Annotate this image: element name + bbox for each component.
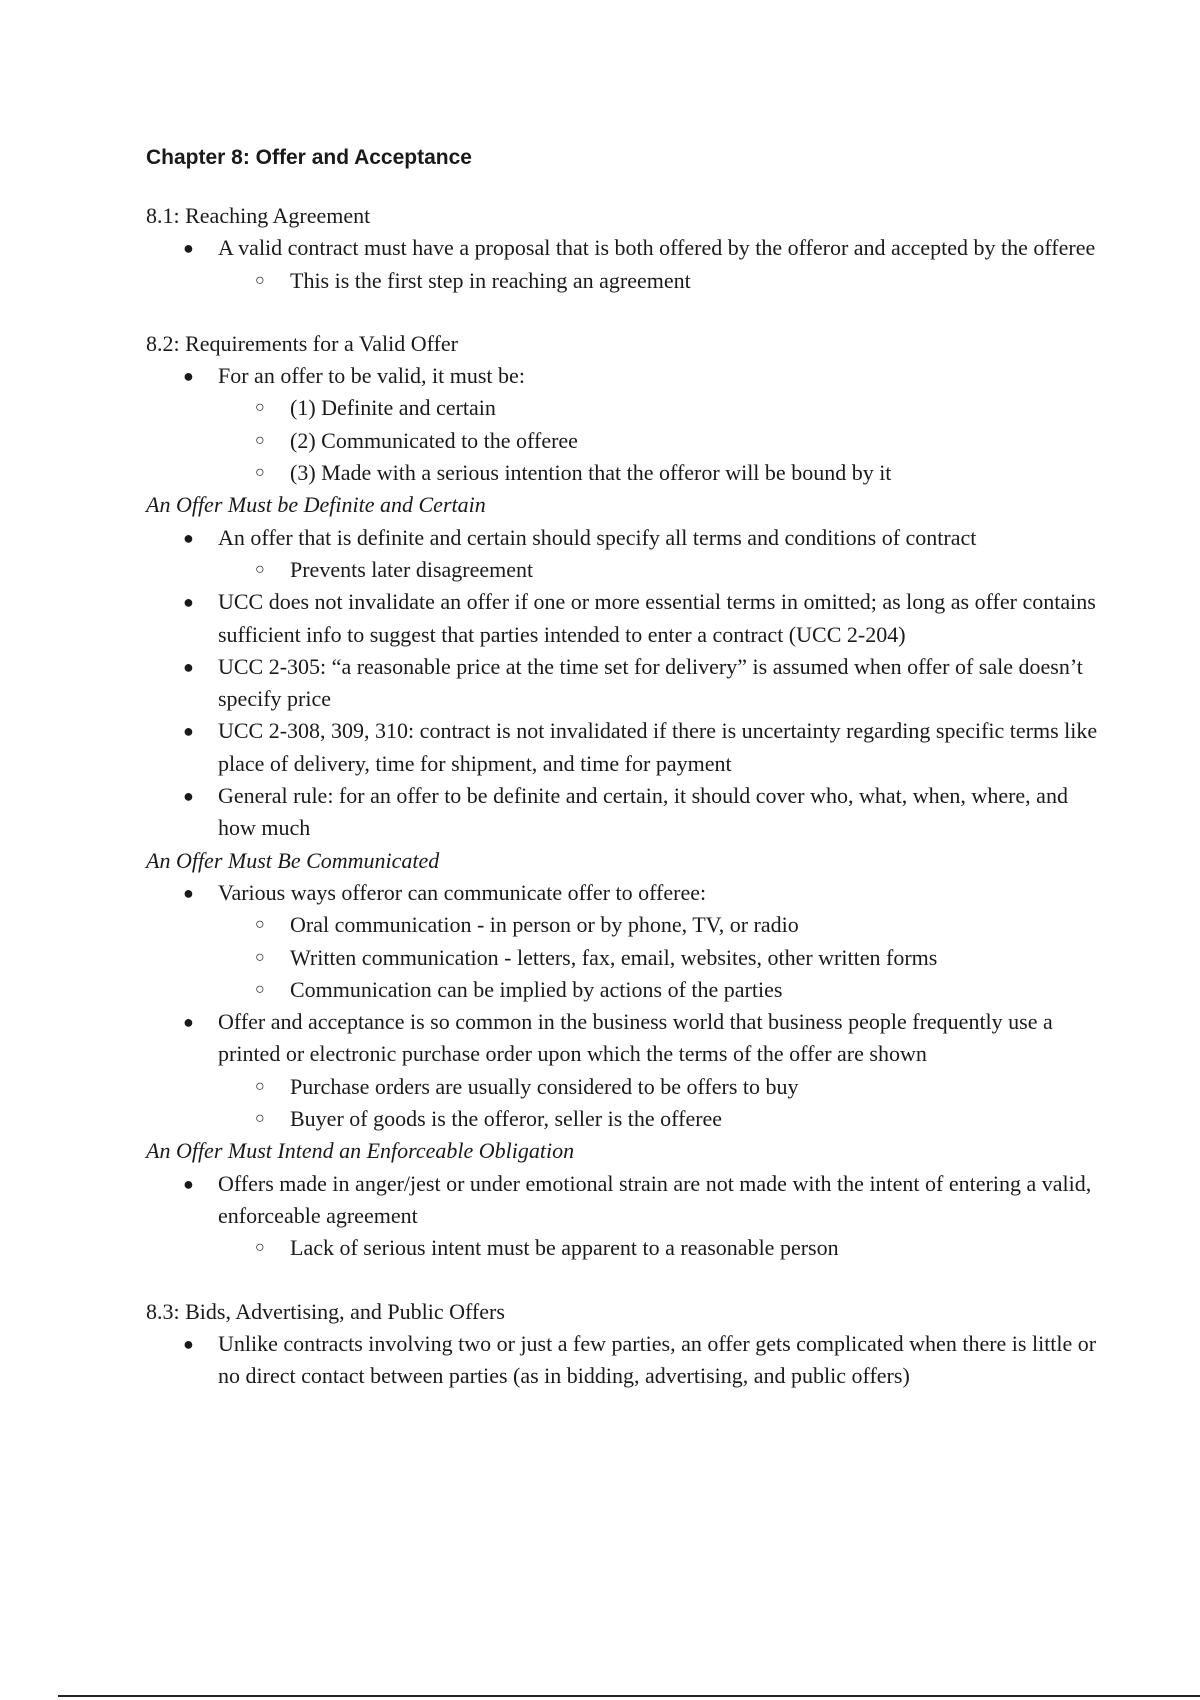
sub-list-item-text: Lack of serious intent must be apparent to a reasonable person	[290, 1235, 839, 1261]
section-8-2	[146, 328, 1106, 1265]
list-item-text: A valid contract must have a proposal that is both offered by the offeror and accepted by the offeree	[218, 235, 1096, 261]
list-item	[183, 715, 1106, 780]
hollow-bullet-icon: ○	[255, 948, 265, 966]
sub-bullet-list	[218, 1071, 1106, 1136]
bullet-icon: ●	[183, 366, 194, 387]
bullet-icon: ●	[183, 721, 194, 742]
bullet-list	[146, 877, 1106, 1135]
hollow-bullet-icon: ○	[255, 1110, 265, 1128]
list-item	[183, 360, 1106, 489]
spacer	[146, 297, 1106, 328]
bullet-list	[146, 522, 1106, 845]
bullet-icon: ●	[183, 238, 194, 259]
sub-list-item-text: This is the first step in reaching an agreement	[290, 267, 691, 293]
list-item-text: UCC 2-305: “a reasonable price at the time set for delivery” is assumed when offer of sale doesn’t specify price	[218, 653, 1083, 712]
list-item	[183, 1006, 1106, 1135]
bullet-icon: ●	[183, 1173, 194, 1194]
subheading-definite-certain: An Offer Must be Definite and Certain	[146, 492, 486, 518]
section-8-1	[146, 200, 1106, 297]
hollow-bullet-icon: ○	[255, 464, 265, 482]
hollow-bullet-icon: ○	[255, 980, 265, 998]
sub-list-item-text: Oral communication - in person or by phone, TV, or radio	[290, 912, 799, 938]
list-item-text: For an offer to be valid, it must be:	[218, 363, 525, 389]
list-item	[183, 586, 1106, 651]
section-heading: 8.2: Requirements for a Valid Offer	[146, 330, 458, 356]
hollow-bullet-icon: ○	[255, 431, 265, 449]
bullet-list	[146, 1328, 1106, 1393]
list-item-text: UCC does not invalidate an offer if one or more essential terms in omitted; as long as offer contains sufficient info to suggest that parties intended to enter a contract (UCC 2-204)	[218, 589, 1096, 647]
sub-list-item	[255, 909, 1106, 941]
bullet-icon: ●	[183, 527, 194, 548]
subheading-communicated: An Offer Must Be Communicated	[146, 847, 440, 873]
bullet-list	[146, 360, 1106, 489]
sub-list-item	[255, 1103, 1106, 1135]
sub-list-item-text: (1) Definite and certain	[290, 395, 496, 421]
list-item-text: Unlike contracts involving two or just a few parties, an offer gets complicated when there is little or no direct contact between parties (as in bidding, advertising, and public offers)	[218, 1330, 1097, 1389]
list-item-text: Various ways offeror can communicate offer to offeree:	[218, 879, 707, 905]
bullet-icon: ●	[183, 592, 194, 613]
section-8-3	[146, 1296, 1106, 1393]
list-item	[183, 232, 1106, 297]
subheading-enforceable-obligation: An Offer Must Intend an Enforceable Obligation	[146, 1138, 575, 1164]
list-item	[183, 522, 1106, 587]
sub-list-item	[255, 457, 1106, 489]
bullet-list	[146, 232, 1106, 297]
hollow-bullet-icon: ○	[255, 1077, 265, 1095]
list-item-text: Offer and acceptance is so common in the business world that business people frequently use a printed or electronic purchase order upon which the terms of the offer are shown	[218, 1009, 1053, 1067]
document-page	[146, 144, 1106, 1392]
list-item-text: General rule: for an offer to be definite and certain, it should cover who, what, when, where, and how much	[218, 783, 1068, 841]
sub-list-item-text: (3) Made with a serious intention that the offeror will be bound by it	[290, 460, 892, 486]
sub-list-item	[255, 1071, 1106, 1103]
sub-list-item	[255, 392, 1106, 424]
hollow-bullet-icon: ○	[255, 916, 265, 934]
sub-bullet-list	[218, 392, 1106, 489]
sub-list-item	[255, 974, 1106, 1006]
list-item	[183, 651, 1106, 716]
bullet-icon: ●	[183, 1333, 194, 1354]
list-item-text: Offers made in anger/jest or under emotional strain are not made with the intent of entering a valid, enforceable agreement	[218, 1170, 1092, 1228]
list-item	[183, 877, 1106, 1006]
hollow-bullet-icon: ○	[255, 560, 265, 578]
list-item	[183, 780, 1106, 845]
sub-bullet-list	[218, 554, 1106, 586]
sub-list-item	[255, 425, 1106, 457]
section-heading: 8.3: Bids, Advertising, and Public Offers	[146, 1298, 505, 1324]
sub-bullet-list	[218, 265, 1106, 297]
hollow-bullet-icon: ○	[255, 271, 265, 289]
sub-list-item	[255, 554, 1106, 586]
spacer	[146, 1265, 1106, 1296]
sub-list-item	[255, 1232, 1106, 1264]
sub-list-item-text: Communication can be implied by actions of the parties	[290, 976, 783, 1002]
hollow-bullet-icon: ○	[255, 1239, 265, 1257]
list-item-text: UCC 2-308, 309, 310: contract is not invalidated if there is uncertainty regarding specific terms like place of delivery, time for shipment, and time for payment	[218, 718, 1098, 776]
sub-bullet-list	[218, 1232, 1106, 1264]
sub-list-item-text: (2) Communicated to the offeree	[290, 427, 578, 453]
sub-list-item-text: Buyer of goods is the offeror, seller is the offeree	[290, 1106, 723, 1132]
list-item-text: An offer that is definite and certain should specify all terms and conditions of contract	[218, 524, 977, 550]
sub-list-item-text: Purchase orders are usually considered to be offers to buy	[290, 1073, 799, 1099]
sub-list-item-text: Written communication - letters, fax, email, websites, other written forms	[290, 944, 938, 970]
section-heading: 8.1: Reaching Agreement	[146, 203, 371, 228]
bullet-icon: ●	[183, 656, 194, 677]
sub-list-item	[255, 265, 1106, 297]
bullet-list	[146, 1168, 1106, 1265]
bullet-icon: ●	[183, 882, 194, 903]
bullet-icon: ●	[183, 1012, 194, 1033]
sub-bullet-list	[218, 909, 1106, 1006]
list-item	[183, 1168, 1106, 1265]
sub-list-item-text: Prevents later disagreement	[290, 556, 534, 582]
hollow-bullet-icon: ○	[255, 399, 265, 417]
chapter-title: Chapter 8: Offer and Acceptance	[146, 146, 472, 169]
sub-list-item	[255, 942, 1106, 974]
bullet-icon: ●	[183, 786, 194, 807]
list-item	[183, 1328, 1106, 1393]
document-body	[146, 200, 1106, 1392]
page-bottom-rule	[58, 1695, 1200, 1697]
